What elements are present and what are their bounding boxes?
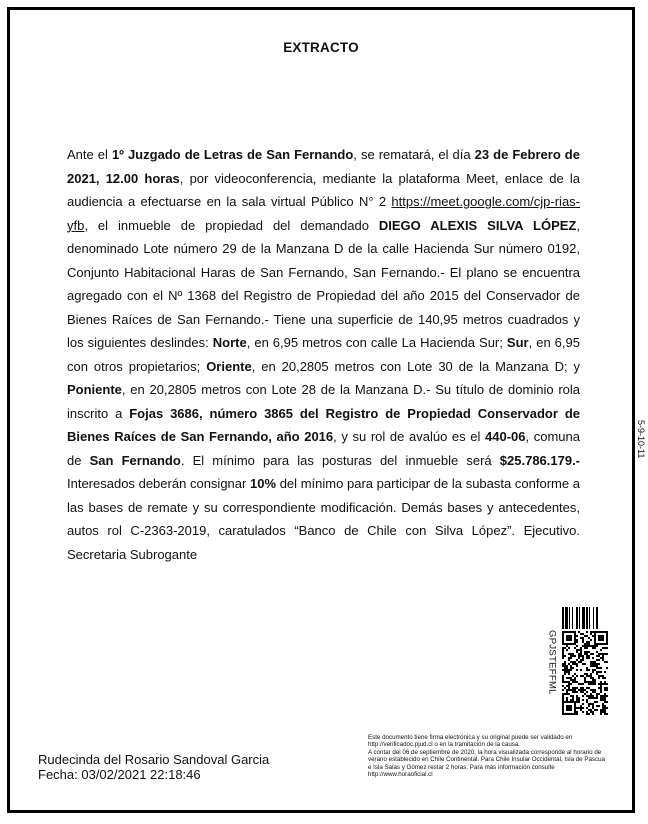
body-text-segment: , se rematará, el día (353, 147, 475, 162)
body-bold-text: Norte (212, 335, 247, 350)
body-bold-text: 23 de Febrero de 2021, 12.00 horas (67, 147, 580, 186)
legal-note-validation: Este documento tiene firma electrónica y su original puede ser validado en http://verificadoc.pjud.cl o en la tramitación de la causa. (368, 734, 573, 749)
signer-block (38, 752, 269, 782)
body-text-segment: del mínimo para participar de la subasta conforme a las bases de remate y su correspondiente modificación. Demás bases y antecedentes, autos rol C-2363-2019, caratulados “Banco de Chile con Silva López”. Ejecutivo. Secretaria Subrogante (67, 476, 580, 562)
qr-code-icon (562, 631, 608, 715)
body-bold-text: DIEGO ALEXIS SILVA LÓPEZ (378, 217, 577, 233)
body-text-segment: , en 6,95 metros con calle La Hacienda Sur; (246, 335, 507, 350)
body-bold-text: 440-06 (485, 429, 526, 444)
legal-note (368, 734, 608, 778)
body-bold-text: $25.786.179.- (499, 452, 581, 468)
legal-note-timezone: A contar del 06 de septiembre de 2020, la hora visualizada corresponde al horario de verano establecido en Chile Continental. Para Chile Insular Occidental, Isla de Pascua e Isla Salas y Gómez restar 2 horas. Para más información consulte http://www.horaoficial.cl (368, 748, 605, 779)
barcode-icon (562, 607, 608, 629)
body-text-segment: , por videoconferencia, mediante la plataforma Meet, enlace de la audiencia a efectuarse en la sala virtual Público N° 2 (67, 170, 580, 209)
body-bold-text: San Fernando (89, 452, 181, 468)
signature-date: Fecha: 03/02/2021 22:18:46 (38, 767, 201, 782)
body-bold-text: Poniente (67, 382, 122, 397)
body-text-segment: , en 6,95 con otros propietarios; (67, 335, 580, 374)
body-text-segment: , comuna de (67, 429, 580, 468)
verification-code-block (544, 607, 610, 717)
body-text-segment: , en 20,2805 metros con Lote 28 de la Manzana D.- Su título de dominio rola inscrito a (67, 382, 580, 421)
document-title: EXTRACTO (283, 40, 359, 55)
side-code: 5-9-10-11 (636, 420, 646, 459)
body-text-segment: Interesados deberán consignar (67, 476, 250, 491)
body-text-segment: , el inmueble de propiedad del demandado (84, 217, 379, 233)
body-text-segment: , en 20,2805 metros con Lote 30 de la Manzana D; y (251, 358, 580, 374)
body-bold-text: Sur (506, 335, 529, 350)
body-bold-text: 1º Juzgado de Letras de San Fernando (111, 147, 354, 162)
verification-code-text: GPJSTEFFML (546, 629, 558, 695)
body-text-segment: , y su rol de avalúo es el (333, 429, 486, 444)
body-bold-text: Oriente (206, 358, 252, 374)
document-page (7, 7, 635, 813)
document-body (67, 143, 580, 566)
meeting-link[interactable]: https://meet.google.com/cjp-rias-yfb (67, 194, 580, 233)
body-text-segment: . El mínimo para las posturas del inmueble será (180, 452, 500, 468)
body-bold-text: Fojas 3686, número 3865 del Registro de Propiedad Conservador de Bienes Raíces de San Fernando, año 2016 (67, 405, 580, 444)
body-text-segment: , denominado Lote número 29 de la Manzana D de la calle Hacienda Sur número 0192, Conjunto Habitacional Haras de San Fernando, San Fernando.- El plano se encuentra agregado con el Nº 1368 del Registro de Propiedad del año 2015 del Conservador de Bienes Raíces de San Fernando.- Tiene una superficie de 140,95 metros cuadrados y los siguientes deslindes: (67, 217, 580, 350)
signer-name: Rudecinda del Rosario Sandoval Garcia (38, 752, 270, 767)
body-bold-text: 10% (250, 476, 277, 491)
body-text-segment: Ante el (67, 147, 112, 162)
